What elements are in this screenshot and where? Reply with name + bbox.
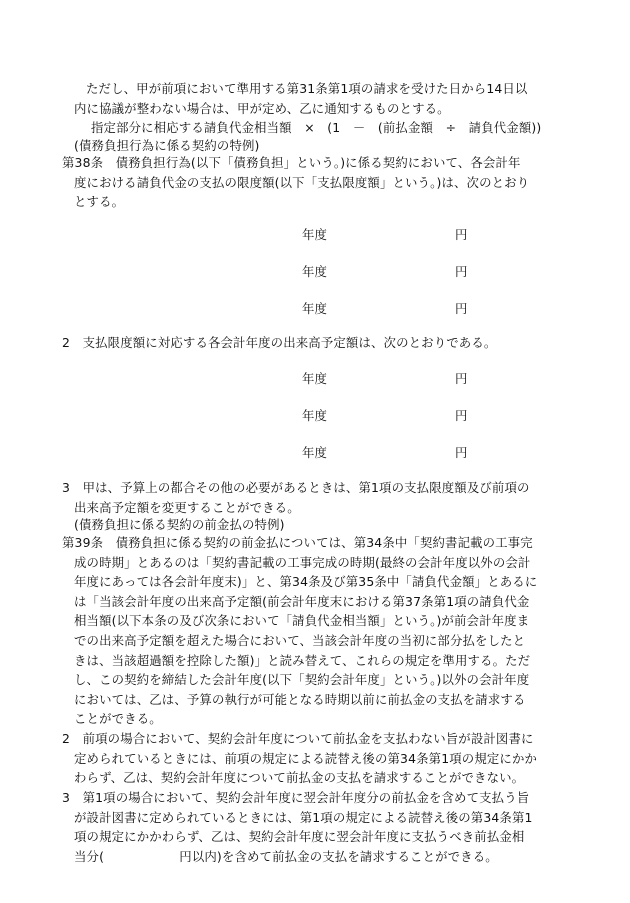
- caption-38-text: (債務負担行為に係る契約の特例): [74, 138, 260, 153]
- article-38-paragraph-2: [62, 333, 582, 353]
- article-38-paragraph-3: [62, 478, 582, 517]
- article-39-line-3: 年度にあっては各会計年度末)」と、第34条及び第35条中「請負代金額」とあるに: [74, 574, 538, 590]
- yen-label: 円: [455, 445, 468, 460]
- article-38-line-1: 第38条 債務負担行為(以下「債務負担」という。)に係る契約において、各会計年: [62, 155, 521, 170]
- fiscal-year-label: 年度: [302, 227, 328, 242]
- caption-39-text: (債務負担に係る契約の前金払の特例): [74, 517, 285, 532]
- yen-label: 円: [455, 301, 468, 316]
- article-39-p3-line-2: が設計図書に定められているときには、第1項の規定による読替え後の第34条第1: [74, 809, 533, 825]
- article-39-paragraph-2: [62, 729, 582, 788]
- article-39-line-5: 相当額(以下本条の及び次条において「請負代金相当額」という。)が前会計年度ま: [74, 613, 530, 629]
- article-38: [62, 153, 582, 212]
- article-38-line-2: 度における請負代金の支払の限度額(以下「支払限度額」という。)は、次のとおり: [74, 174, 530, 190]
- formula-line: [91, 118, 601, 138]
- proviso-paragraph: [62, 79, 582, 118]
- fiscal-year-label: 年度: [302, 264, 328, 279]
- article-38-p2-line-1: 2 支払限度額に対応する各会計年度の出来高予定額は、次のとおりである。: [62, 335, 497, 350]
- article-39: [62, 533, 582, 729]
- article-38-p3-line-2: 出来高予定額を変更することができる。: [74, 499, 300, 515]
- article-39-line-6: での出来高予定額を超えた場合において、当該会計年度の当初に部分払をしたと: [74, 632, 526, 648]
- article-39-line-9: においては、乙は、予算の執行が可能となる時期以前に前払金の支払を請求する: [74, 691, 526, 707]
- proviso-line-2: 内に協議が整わない場合は、甲が定め、乙に通知するものとする。: [74, 100, 450, 116]
- article-39-p3-line-3: 項の規定にかかわらず、乙は、契約会計年度に翌会計年度に支払うべき前払金相: [74, 829, 525, 845]
- yen-label: 円: [455, 264, 468, 279]
- table-row: [0, 406, 630, 426]
- yen-label: 円: [455, 227, 468, 242]
- yen-label: 円: [455, 408, 468, 423]
- article-39-line-10: ことができる。: [74, 711, 162, 727]
- table-row: [0, 225, 630, 245]
- article-39-line-4: は「当該会計年度の出来高予定額(前会計年度末における第37条第1項の請負代金: [74, 593, 530, 609]
- table-row: [0, 443, 630, 463]
- article-39-paragraph-3: [62, 788, 582, 866]
- proviso-line-1: ただし、甲が前項において準用する第31条第1項の請求を受けた日から14日以: [86, 81, 528, 96]
- table-row: [0, 299, 630, 319]
- article-39-p2-line-1: 2 前項の場合において、契約会計年度について前払金を支払わない旨が設計図書に: [62, 731, 534, 746]
- article-38-p3-line-1: 3 甲は、予算上の都合その他の必要があるときは、第1項の支払限度額及び前項の: [62, 480, 530, 495]
- yen-label: 円: [455, 371, 468, 386]
- article-38-line-3: とする。: [74, 194, 125, 210]
- article-39-p2-line-2: 定められているときには、前項の規定による読替え後の第34条第1項の規定にかか: [74, 750, 538, 766]
- article-39-p2-line-3: わらず、乙は、契約会計年度について前払金の支払を請求することができない。: [74, 770, 525, 786]
- fiscal-year-label: 年度: [302, 408, 328, 423]
- formula-text: 指定部分に相応する請負代金相当額 × (1 － (前払金額 ÷ 請負代金額)): [91, 120, 542, 135]
- article-39-p3-line-4: 当分( 円以内)を含めて前払金の支払を請求することができる。: [74, 848, 498, 864]
- table-row: [0, 369, 630, 389]
- fiscal-year-label: 年度: [302, 445, 328, 460]
- article-39-line-2: 成の時期」とあるのは「契約書記載の工事完成の時期(最終の会計年度以外の会計: [74, 554, 531, 570]
- article-39-p3-line-1: 3 第1項の場合において、契約会計年度に翌会計年度分の前払金を含めて支払う旨: [62, 790, 530, 805]
- fiscal-year-label: 年度: [302, 371, 328, 386]
- caption-article-39: [62, 515, 594, 535]
- fiscal-year-label: 年度: [302, 301, 328, 316]
- article-39-line-7: きは、当該超過額を控除した額)」と読み替えて、これらの規定を準用する。ただ: [74, 652, 531, 668]
- article-39-line-8: し、この契約を締結した会計年度(以下「契約会計年度」という。)以外の会計年度: [74, 672, 530, 688]
- article-39-line-1: 第39条 債務負担に係る契約の前金払については、第34条中「契約書記載の工事完: [62, 535, 533, 550]
- table-row: [0, 262, 630, 282]
